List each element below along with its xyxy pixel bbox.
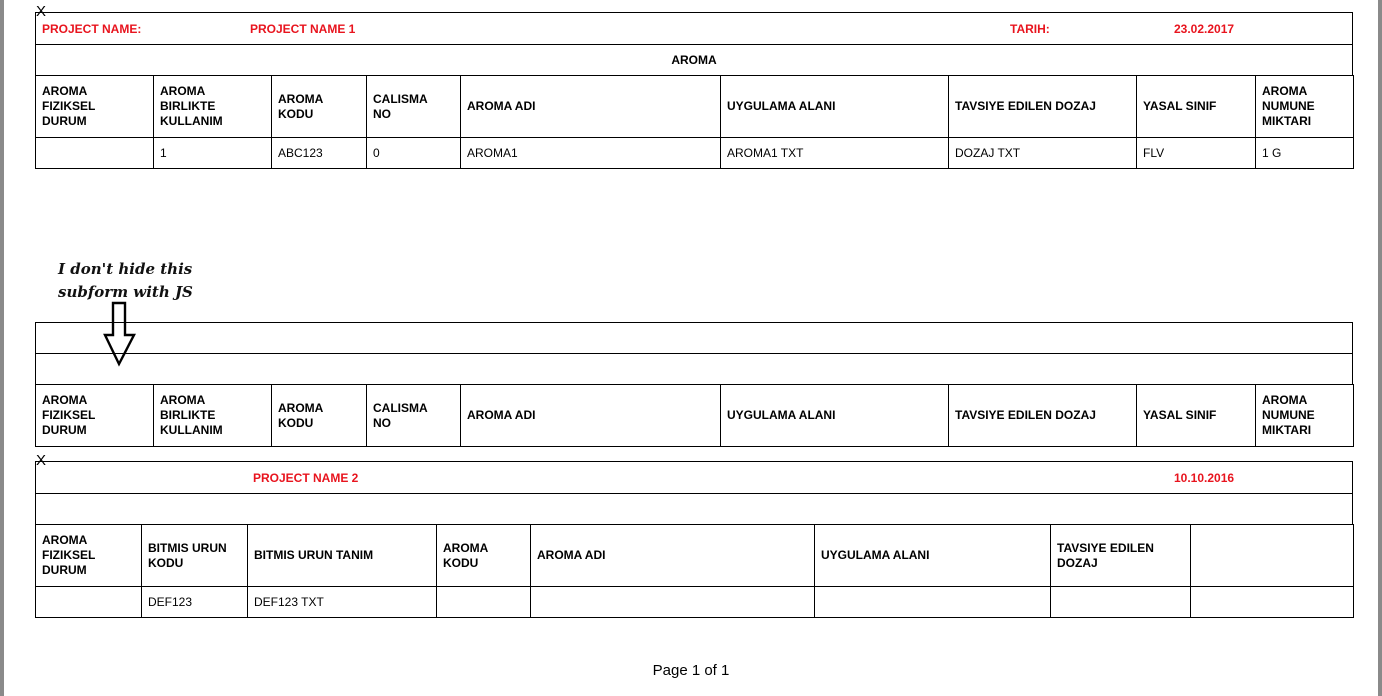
page-footer: Page 1 of 1: [652, 662, 730, 679]
table-cell: FLV: [1137, 138, 1256, 169]
col-header: UYGULAMA ALANI: [721, 385, 949, 447]
table-cell: 0: [367, 138, 461, 169]
col-header: AROMA FIZIKSEL DURUM: [36, 525, 142, 587]
col-header: AROMA BIRLIKTE KULLANIM: [154, 76, 272, 138]
table-cell: [36, 587, 142, 618]
col-header: AROMA KODU: [437, 525, 531, 587]
table-cell: [1191, 587, 1354, 618]
table-cell: [36, 138, 154, 169]
table-cell: 1 G: [1256, 138, 1354, 169]
col-header: UYGULAMA ALANI: [721, 76, 949, 138]
table-cell: 1: [154, 138, 272, 169]
project-name-value: PROJECT NAME 2: [253, 471, 359, 485]
col-header: CALISMA NO: [367, 76, 461, 138]
col-header: AROMA NUMUNE MIKTARI: [1256, 385, 1354, 447]
col-header: AROMA FIZIKSEL DURUM: [36, 76, 154, 138]
col-header: AROMA ADI: [461, 385, 721, 447]
date-value: 10.10.2016: [1174, 471, 1235, 485]
col-header: AROMA ADI: [461, 76, 721, 138]
marker-x: X: [36, 452, 47, 469]
col-header: AROMA KODU: [272, 76, 367, 138]
table-cell: [1051, 587, 1191, 618]
empty-aroma-table: [35, 384, 1354, 447]
table-header-row: [36, 76, 1354, 138]
project-header-bar-2: [35, 461, 1353, 494]
table-row: [36, 587, 1354, 618]
empty-subform-title: [35, 353, 1353, 385]
section-title: AROMA: [671, 53, 717, 67]
table-cell: AROMA1 TXT: [721, 138, 949, 169]
col-header: CALISMA NO: [367, 385, 461, 447]
marker-x: X: [36, 3, 47, 20]
table-cell: [815, 587, 1051, 618]
col-header: UYGULAMA ALANI: [815, 525, 1051, 587]
table-header-row: [36, 385, 1354, 447]
col-header: TAVSIYE EDILEN DOZAJ: [949, 385, 1137, 447]
table-cell: [437, 587, 531, 618]
col-header: [1191, 525, 1354, 587]
col-header: AROMA FIZIKSEL DURUM: [36, 385, 154, 447]
table-cell: [531, 587, 815, 618]
document-page: [4, 0, 1378, 696]
col-header: TAVSIYE EDILEN DOZAJ: [1051, 525, 1191, 587]
date-label: TARIH:: [1010, 22, 1050, 36]
aroma-table: [35, 75, 1354, 169]
table-header-row: [36, 525, 1354, 587]
col-header: AROMA KODU: [272, 385, 367, 447]
table-cell: AROMA1: [461, 138, 721, 169]
product-table: [35, 524, 1354, 618]
table-row: [36, 138, 1354, 169]
col-header: AROMA NUMUNE MIKTARI: [1256, 76, 1354, 138]
col-header: YASAL SINIF: [1137, 385, 1256, 447]
table-cell: ABC123: [272, 138, 367, 169]
col-header: TAVSIYE EDILEN DOZAJ: [949, 76, 1137, 138]
section-title-bar-2: [35, 493, 1353, 525]
project-name-value: PROJECT NAME 1: [250, 22, 356, 36]
col-header: BITMIS URUN KODU: [142, 525, 248, 587]
col-header: BITMIS URUN TANIM: [248, 525, 437, 587]
project-header-bar: [35, 12, 1353, 45]
section-title-bar: [35, 44, 1353, 76]
col-header: AROMA BIRLIKTE KULLANIM: [154, 385, 272, 447]
table-cell: DEF123: [142, 587, 248, 618]
project-name-label: PROJECT NAME:: [42, 22, 142, 36]
annotation-note: I don't hide this subform with JS: [58, 260, 193, 301]
col-header: AROMA ADI: [531, 525, 815, 587]
date-value: 23.02.2017: [1174, 22, 1235, 36]
table-cell: DOZAJ TXT: [949, 138, 1137, 169]
table-cell: DEF123 TXT: [248, 587, 437, 618]
col-header: YASAL SINIF: [1137, 76, 1256, 138]
empty-subform-header: [35, 322, 1353, 354]
